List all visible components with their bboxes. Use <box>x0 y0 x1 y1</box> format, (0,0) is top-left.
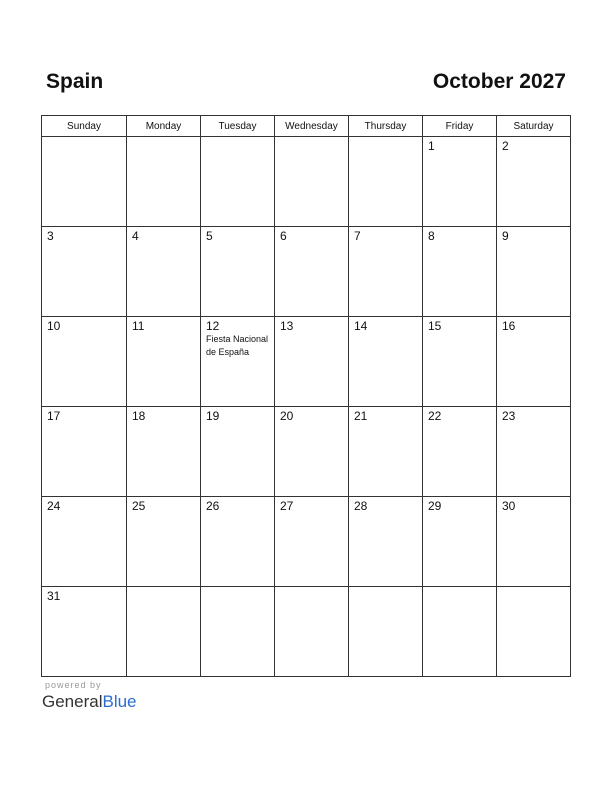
day-number: 14 <box>354 319 368 333</box>
day-cell <box>423 317 497 407</box>
day-cell <box>201 407 275 497</box>
day-cell <box>423 227 497 317</box>
day-cell <box>42 407 127 497</box>
day-cell <box>349 587 423 677</box>
day-cell <box>201 497 275 587</box>
powered-by-label: powered by <box>45 680 102 690</box>
weekday-header: Sunday <box>42 116 127 137</box>
weekday-header: Wednesday <box>275 116 349 137</box>
day-cell <box>127 587 201 677</box>
day-number: 21 <box>354 409 368 423</box>
day-cell <box>497 227 571 317</box>
day-number: 2 <box>502 139 509 153</box>
day-cell <box>423 137 497 227</box>
weekday-header: Monday <box>127 116 201 137</box>
day-cell <box>349 497 423 587</box>
day-cell <box>275 317 349 407</box>
weekday-header: Tuesday <box>201 116 275 137</box>
weekday-header: Saturday <box>497 116 571 137</box>
weekday-header: Friday <box>423 116 497 137</box>
week-row <box>42 227 571 317</box>
day-cell <box>42 497 127 587</box>
day-cell <box>497 587 571 677</box>
day-number: 11 <box>132 319 145 333</box>
day-cell <box>349 227 423 317</box>
day-number: 30 <box>502 499 516 513</box>
country-title: Spain <box>46 70 104 93</box>
calendar-header <box>46 70 566 100</box>
day-cell <box>275 137 349 227</box>
day-number: 12 <box>206 319 220 333</box>
day-number: 16 <box>502 319 516 333</box>
day-cell <box>201 317 275 407</box>
day-number: 25 <box>132 499 146 513</box>
day-cell <box>423 587 497 677</box>
day-number: 27 <box>280 499 294 513</box>
day-number: 10 <box>47 319 61 333</box>
day-number: 26 <box>206 499 220 513</box>
brand-general-text: General <box>42 692 103 711</box>
brand-logo <box>42 692 137 712</box>
day-cell <box>201 137 275 227</box>
day-cell <box>349 137 423 227</box>
day-number: 29 <box>428 499 442 513</box>
day-cell <box>42 317 127 407</box>
day-cell <box>497 137 571 227</box>
day-number: 13 <box>280 319 294 333</box>
day-cell <box>349 407 423 497</box>
calendar-grid <box>41 115 571 677</box>
day-cell <box>201 227 275 317</box>
day-cell <box>42 587 127 677</box>
day-cell <box>497 497 571 587</box>
week-row <box>42 317 571 407</box>
day-cell <box>423 497 497 587</box>
day-cell <box>423 407 497 497</box>
day-cell <box>42 137 127 227</box>
day-cell <box>127 227 201 317</box>
day-cell <box>275 497 349 587</box>
day-number: 9 <box>502 229 509 243</box>
day-cell <box>497 317 571 407</box>
day-number: 23 <box>502 409 516 423</box>
day-cell <box>349 317 423 407</box>
day-number: 5 <box>206 229 213 243</box>
month-title: October 2027 <box>432 70 566 93</box>
day-number: 18 <box>132 409 146 423</box>
holiday-label: Fiesta Nacional de España <box>206 334 269 357</box>
day-number: 3 <box>47 229 54 243</box>
week-row <box>42 587 571 677</box>
day-number: 28 <box>354 499 368 513</box>
week-row <box>42 407 571 497</box>
day-number: 7 <box>354 229 361 243</box>
day-cell <box>127 137 201 227</box>
week-row <box>42 137 571 227</box>
day-number: 15 <box>428 319 442 333</box>
weekday-header-row <box>42 116 571 137</box>
week-row <box>42 497 571 587</box>
day-cell <box>201 587 275 677</box>
day-number: 24 <box>47 499 61 513</box>
day-cell <box>497 407 571 497</box>
day-cell <box>275 227 349 317</box>
day-cell <box>127 407 201 497</box>
weekday-header: Thursday <box>349 116 423 137</box>
day-number: 6 <box>280 229 287 243</box>
day-number: 8 <box>428 229 435 243</box>
day-cell <box>42 227 127 317</box>
day-number: 19 <box>206 409 220 423</box>
day-cell <box>127 317 201 407</box>
day-number: 31 <box>47 589 61 603</box>
day-cell <box>127 497 201 587</box>
brand-blue-text: Blue <box>102 692 137 711</box>
day-number: 4 <box>132 229 139 243</box>
footer-branding <box>42 680 137 712</box>
day-number: 20 <box>280 409 294 423</box>
day-cell <box>275 407 349 497</box>
day-number: 1 <box>428 139 435 153</box>
day-cell <box>275 587 349 677</box>
day-number: 22 <box>428 409 442 423</box>
day-number: 17 <box>47 409 61 423</box>
